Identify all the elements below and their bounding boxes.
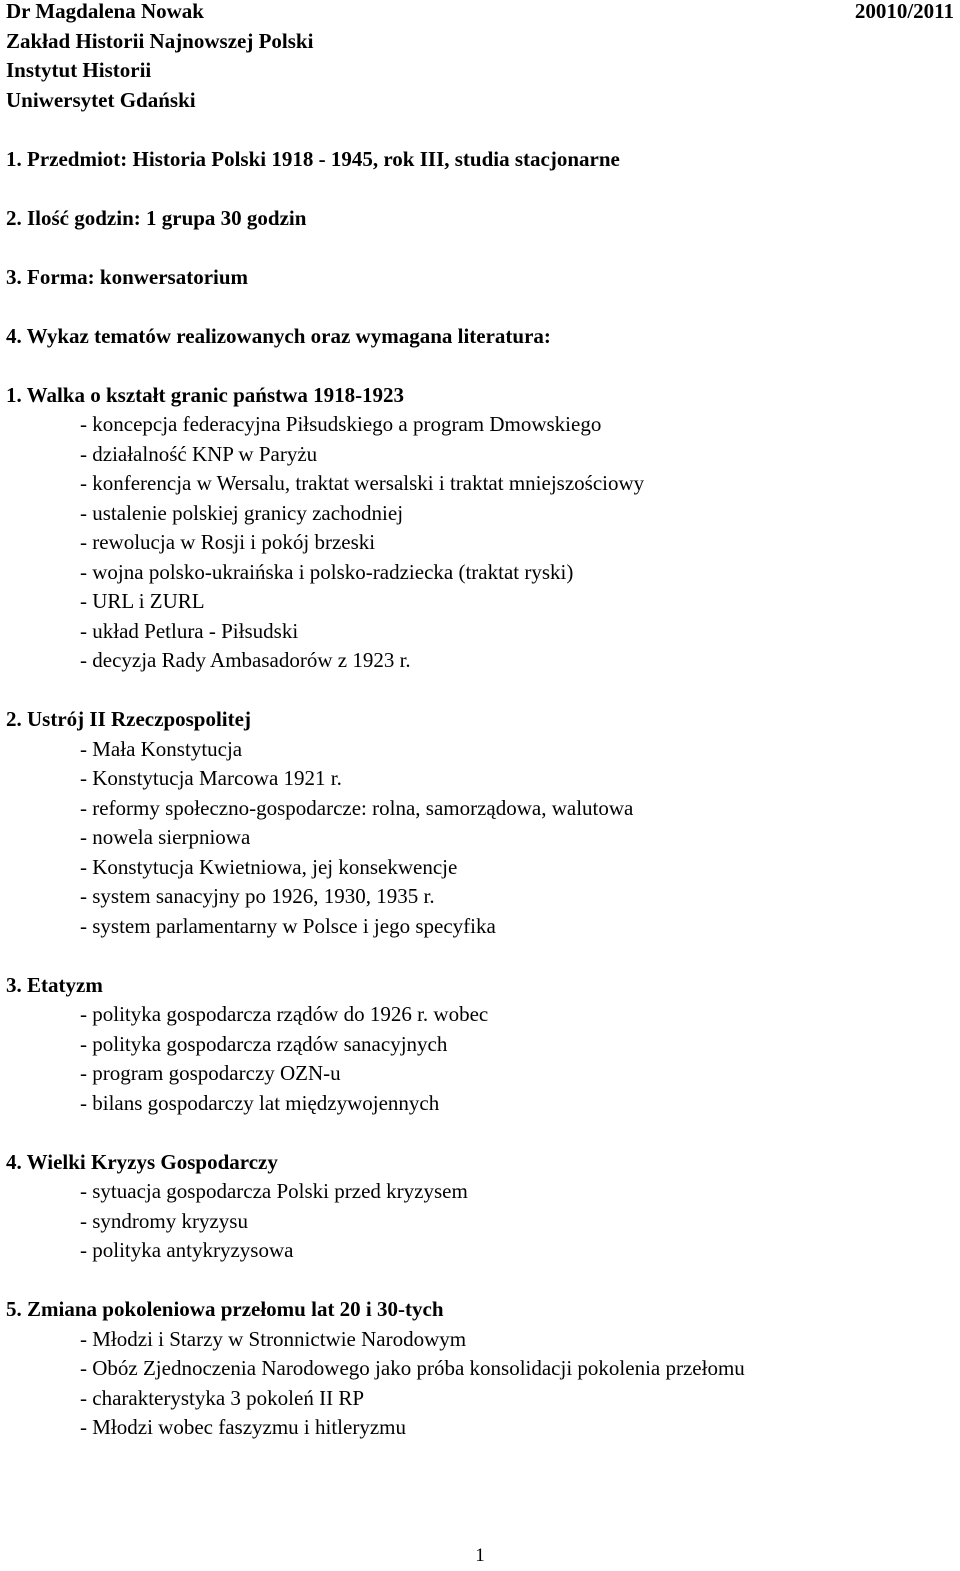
university-name: Uniwersytet Gdański — [6, 87, 196, 112]
course-subject: 1. Przedmiot: Historia Polski 1918 - 1945, rok III, studia stacjonarne — [6, 146, 620, 171]
topic-point: - działalność KNP w Paryżu — [80, 441, 318, 466]
topic-point: - Mała Konstytucja — [80, 736, 243, 761]
topic-title: 4. Wielki Kryzys Gospodarczy — [6, 1149, 278, 1174]
topic-point: - polityka gospodarcza rządów do 1926 r. wobec — [80, 1002, 489, 1026]
topic-points — [6, 1325, 954, 1443]
topic-point: - polityka antykryzysowa — [80, 1238, 294, 1262]
topic-points — [6, 1177, 954, 1266]
topic-point: - Młodzi i Starzy w Stronnictwie Narodowym — [80, 1326, 467, 1351]
topic-point: - nowela sierpniowa — [80, 825, 251, 849]
topic-section — [6, 1148, 954, 1266]
topic-points — [6, 735, 954, 942]
topic-point: - system parlamentarny w Polsce i jego specyfika — [80, 913, 496, 938]
topic-point: - koncepcja federacyjna Piłsudskiego a program Dmowskiego — [80, 412, 602, 436]
topic-section — [6, 971, 954, 1119]
topic-point: - charakterystyka 3 pokoleń II RP — [80, 1385, 365, 1410]
topic-section — [6, 381, 954, 676]
document-header — [6, 0, 954, 115]
topic-point: - Konstytucja Kwietniowa, jej konsekwencje — [80, 854, 458, 879]
course-hours: 2. Ilość godzin: 1 grupa 30 godzin — [6, 205, 307, 230]
topic-point: - program gospodarczy OZN-u — [80, 1061, 341, 1085]
topic-point: - reformy społeczno-gospodarcze: rolna, samorządowa, walutowa — [80, 795, 634, 820]
topic-point: - polityka gospodarcza rządów sanacyjnych — [80, 1031, 448, 1056]
topic-point: - decyzja Rady Ambasadorów z 1923 r. — [80, 648, 411, 672]
topic-point: - URL i ZURL — [80, 589, 205, 613]
topic-point: - wojna polsko-ukraińska i polsko-radziecka (traktat ryski) — [80, 559, 574, 584]
course-info — [6, 145, 954, 352]
academic-year: 20010/2011 — [854, 0, 954, 23]
topic-title: 1. Walka o kształt granic państwa 1918-1923 — [6, 382, 405, 407]
topic-point: - rewolucja w Rosji i pokój brzeski — [80, 530, 376, 554]
author-name: Dr Magdalena Nowak — [6, 0, 204, 23]
topic-point: - Młodzi wobec faszyzmu i hitleryzmu — [80, 1415, 406, 1439]
document-page — [6, 0, 954, 1472]
topic-point: - sytuacja gospodarcza Polski przed kryzysem — [80, 1179, 468, 1203]
topic-section — [6, 1295, 954, 1443]
topic-title: 3. Etatyzm — [6, 972, 103, 997]
topic-point: - ustalenie polskiej granicy zachodniej — [80, 500, 404, 525]
topic-point: - Konstytucja Marcowa 1921 r. — [80, 766, 342, 790]
topic-point: - syndromy kryzysu — [80, 1208, 248, 1233]
topic-title: 2. Ustrój II Rzeczpospolitej — [6, 707, 251, 731]
institute-name: Instytut Historii — [6, 58, 152, 82]
topic-title: 5. Zmiana pokoleniowa przełomu lat 20 i 30-tych — [6, 1297, 444, 1321]
topics-heading: 4. Wykaz tematów realizowanych oraz wymagana literatura: — [6, 323, 551, 348]
page-number: 1 — [475, 1545, 485, 1566]
topic-point: - system sanacyjny po 1926, 1930, 1935 r. — [80, 884, 435, 908]
topic-point: - bilans gospodarczy lat międzywojennych — [80, 1090, 440, 1115]
course-form: 3. Forma: konwersatorium — [6, 264, 249, 289]
topic-section — [6, 705, 954, 941]
department-name: Zakład Historii Najnowszej Polski — [6, 28, 314, 53]
topic-point: - układ Petlura - Piłsudski — [80, 618, 299, 643]
topic-points — [6, 1000, 954, 1118]
topic-point: - Obóz Zjednoczenia Narodowego jako próba konsolidacji pokolenia przełomu — [80, 1356, 745, 1380]
topic-point: - konferencja w Wersalu, traktat wersalski i traktat mniejszościowy — [80, 471, 645, 495]
topic-points — [6, 410, 954, 676]
